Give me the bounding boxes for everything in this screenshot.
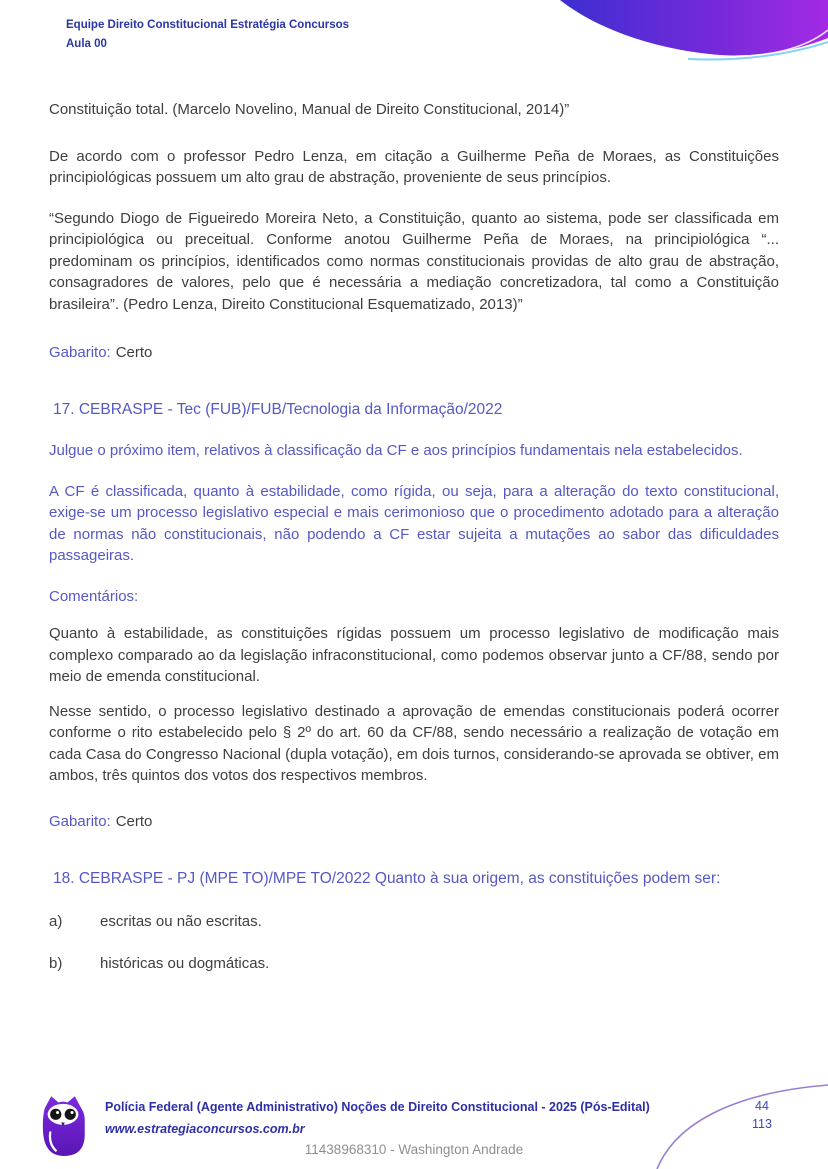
option-label: b) [49,955,63,972]
question-statement: Julgue o próximo item, relativos à classificação da CF e aos princípios fundamentais nela estabelecidos. [49,442,743,459]
answer-value: Certo [115,812,153,830]
question-statement: A CF é classificada, quanto à estabilidade, como rígida, ou seja, para a alteração do texto constitucional, exige-se um processo legislativo especial e mais cerimonioso que o procedimento adotado para a alteração de normas não constitucionais, não podendo a CF estar sujeita a mutações ao sabor das dificuldades passageiras. [49,482,779,564]
comment-paragraph: Nesse sentido, o processo legislativo destinado a aprovação de emendas constitucionais poderá ocorrer conforme o rito estabelecido pelo § 2º do art. 60 da CF/88, sendo necessário a realização de votação em cada Casa do Congresso Nacional (dupla votação), em dois turnos, considerando-se aprovada se obtiver, em ambos, três quintos dos votos dos respectivos membros. [49,702,779,784]
page-total: 113 [752,1116,772,1131]
header-team-line: Equipe Direito Constitucional Estratégia Concursos [66,19,350,31]
answer-value: Certo [115,344,153,361]
intro-paragraph: “Segundo Diogo de Figueiredo Moreira Neto, a Constituição, quanto ao sistema, pode ser classificada em principiológica ou preceitual. Conforme anotou Guilherme Peña de Moraes, na principiológica “... predominam os princípios, identificados como normas constitucionais providas de alto grau de abstração, consagradores de valores, pelo que é necessária a mediação concretizadora, tal como a Constituição brasileira”. (Pedro Lenza, Direito Constitucional Esquematizado, 2013)” [49,209,779,313]
document-body [49,0,779,975]
intro-paragraph: Constituição total. (Marcelo Novelino, Manual de Direito Constitucional, 2014)” [49,101,570,118]
option-row-a [49,911,779,933]
page-current: 44 [755,1099,769,1113]
question-18-heading: 18. CEBRASPE - PJ (MPE TO)/MPE TO/2022 Quanto à sua origem, as constituições podem ser: [53,870,721,887]
option-row-b [49,953,779,975]
footer-course-title: Polícia Federal (Agente Administrativo) Noções de Direito Constitucional - 2025 (Pós-Edital) [105,1100,650,1114]
answer-line [49,811,779,833]
option-label: a) [49,912,63,930]
answer-label: Gabarito: [49,344,111,361]
question-17-heading: 17. CEBRASPE - Tec (FUB)/FUB/Tecnologia da Informação/2022 [53,400,503,418]
answer-label: Gabarito: [49,812,111,830]
comments-label: Comentários: [49,587,139,605]
header-lesson-line: Aula 00 [66,38,107,50]
page-number-indicator [744,1098,780,1133]
user-watermark: 11438968310 - Washington Andrade [304,1142,524,1157]
option-text: históricas ou dogmáticas. [100,955,270,972]
answer-line [49,342,779,364]
comment-paragraph: Quanto à estabilidade, as constituições rígidas possuem um processo legislativo de modificação mais complexo comparado ao da legislação infraconstitucional, como podemos observar junto a CF/88, sendo por meio de emenda constitucional. [49,625,779,685]
option-text: escritas ou não escritas. [100,912,262,930]
footer-website-link[interactable]: www.estrategiaconcursos.com.br [105,1122,305,1136]
intro-paragraph: De acordo com o professor Pedro Lenza, em citação a Guilherme Peña de Moraes, as Constituições principiológicas possuem um alto grau de abstração, proveniente de seus princípios. [49,147,779,186]
